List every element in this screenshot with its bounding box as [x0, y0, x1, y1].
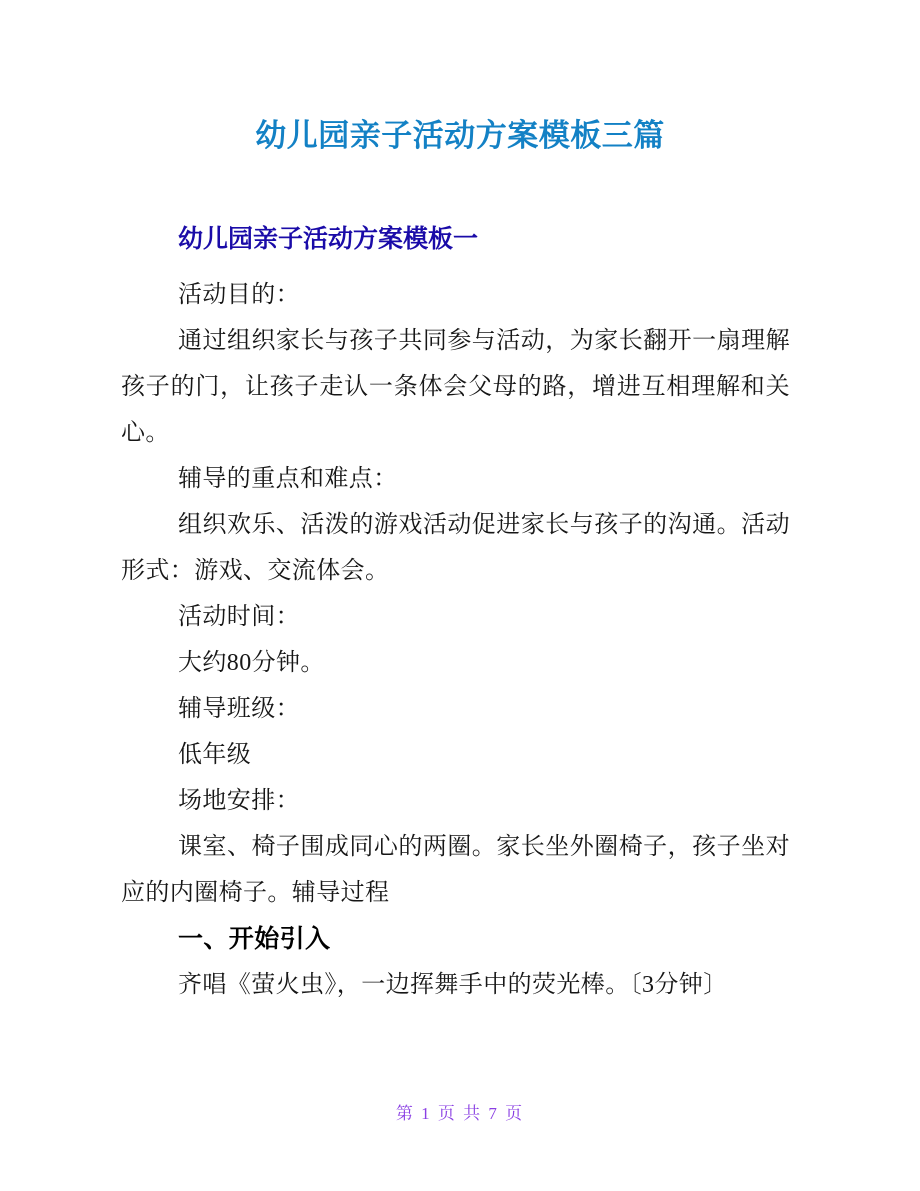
paragraph: 活动目的： [178, 282, 300, 308]
paragraph: 大约80分钟。 [178, 650, 325, 676]
paragraph: 齐唱《萤火虫》，一边挥舞手中的荧光棒。〔3分钟〕 [178, 972, 728, 998]
paragraph: 组织欢乐、活泼的游戏活动促进家长与孩子的沟通。活动形式：游戏、交流体会。 [121, 512, 790, 584]
paragraph: 场地安排： [178, 788, 300, 814]
section-heading: 幼儿园亲子活动方案模板一 [178, 225, 479, 253]
page-footer [0, 1104, 920, 1124]
page-number-text: 第 1 页 共 7 页 [395, 1104, 525, 1123]
paragraph: 辅导的重点和难点： [178, 466, 398, 492]
document-body [121, 272, 790, 1008]
paragraph: 课室、椅子围成同心的两圈。家长坐外圈椅子，孩子坐对应的内圈椅子。辅导过程 [121, 834, 790, 906]
document-title: 幼儿园亲子活动方案模板三篇 [255, 118, 665, 153]
numbered-section-heading: 一、开始引入 [178, 925, 331, 953]
paragraph: 通过组织家长与孩子共同参与活动，为家长翻开一扇理解孩子的门，让孩子走认一条体会父母的路，增进互相理解和关心。 [121, 328, 790, 446]
paragraph: 辅导班级： [178, 696, 300, 722]
paragraph: 低年级 [178, 742, 252, 768]
paragraph: 活动时间： [178, 604, 300, 630]
